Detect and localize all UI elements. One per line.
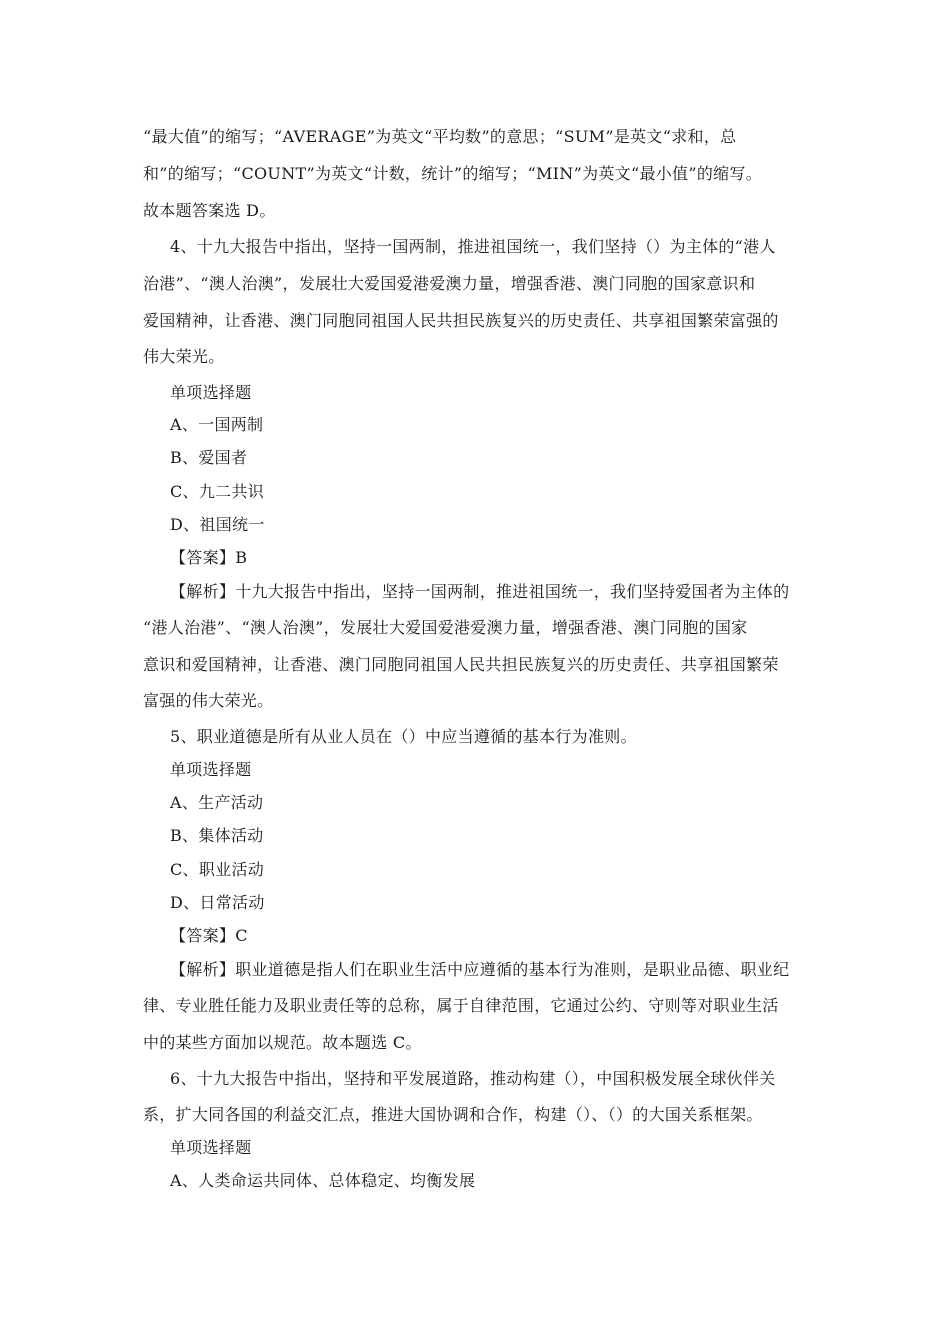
question-4-analysis: 【解析】十九大报告中指出，坚持一国两制，推进祖国统一，我们坚持爱国者为主体的 (170, 582, 790, 601)
question-4-option-c: C、九二共识 (170, 482, 265, 501)
question-4-option-a: A、一国两制 (170, 415, 264, 434)
question-4-stem: 伟大荣光。 (143, 347, 225, 366)
question-5-option-c: C、职业活动 (170, 860, 265, 879)
question-4-type: 单项选择题 (170, 383, 252, 402)
question-5-analysis: 律、专业胜任能力及职业责任等的总称，属于自律范围，它通过公约、守则等对职业生活 (143, 996, 779, 1015)
question-5-analysis: 【解析】职业道德是指人们在职业生活中应遵循的基本行为准则，是职业品德、职业纪 (170, 960, 790, 979)
question-5-stem: 5、职业道德是所有从业人员在（）中应当遵循的基本行为准则。 (170, 727, 637, 746)
question-4-stem: 治港”、“澳人治澳”，发展壮大爱国爱港爱澳力量，增强香港、澳门同胞的国家意识和 (143, 274, 756, 293)
question-5-analysis: 中的某些方面加以规范。故本题选 C。 (143, 1033, 422, 1052)
question-4-analysis: 意识和爱国精神，让香港、澳门同胞同祖国人民共担民族复兴的历史责任、共享祖国繁荣 (143, 655, 779, 674)
question-5-option-d: D、日常活动 (170, 893, 265, 912)
question-6-type: 单项选择题 (170, 1138, 252, 1157)
question-4-stem: 4、十九大报告中指出，坚持一国两制，推进祖国统一，我们坚持（）为主体的“港人 (170, 237, 776, 256)
question-6-option-a: A、人类命运共同体、总体稳定、均衡发展 (170, 1171, 476, 1190)
paragraph-line: 故本题答案选 D。 (143, 201, 276, 220)
question-5-option-a: A、生产活动 (170, 793, 264, 812)
question-4-option-b: B、爱国者 (170, 448, 248, 467)
question-5-type: 单项选择题 (170, 760, 252, 779)
question-5-option-b: B、集体活动 (170, 826, 264, 845)
paragraph-line: 和”的缩写；“COUNT”为英文“计数，统计”的缩写；“MIN”为英文“最小值”的缩写。 (143, 164, 763, 183)
question-5-answer: 【答案】C (170, 926, 248, 945)
question-4-answer: 【答案】B (170, 548, 248, 567)
question-4-analysis: 富强的伟大荣光。 (143, 691, 274, 710)
question-4-option-d: D、祖国统一 (170, 515, 265, 534)
question-6-stem: 6、十九大报告中指出，坚持和平发展道路，推动构建（），中国积极发展全球伙伴关 (170, 1069, 776, 1088)
question-4-analysis: “港人治港”、“澳人治澳”，发展壮大爱国爱港爱澳力量，增强香港、澳门同胞的国家 (143, 618, 748, 637)
question-6-stem: 系，扩大同各国的利益交汇点，推进大国协调和合作，构建（）、（）的大国关系框架。 (143, 1105, 763, 1124)
question-4-stem: 爱国精神，让香港、澳门同胞同祖国人民共担民族复兴的历史责任、共享祖国繁荣富强的 (143, 311, 779, 330)
paragraph-line: “最大值”的缩写；“AVERAGE”为英文“平均数”的意思；“SUM”是英文“求和，总 (143, 127, 737, 146)
